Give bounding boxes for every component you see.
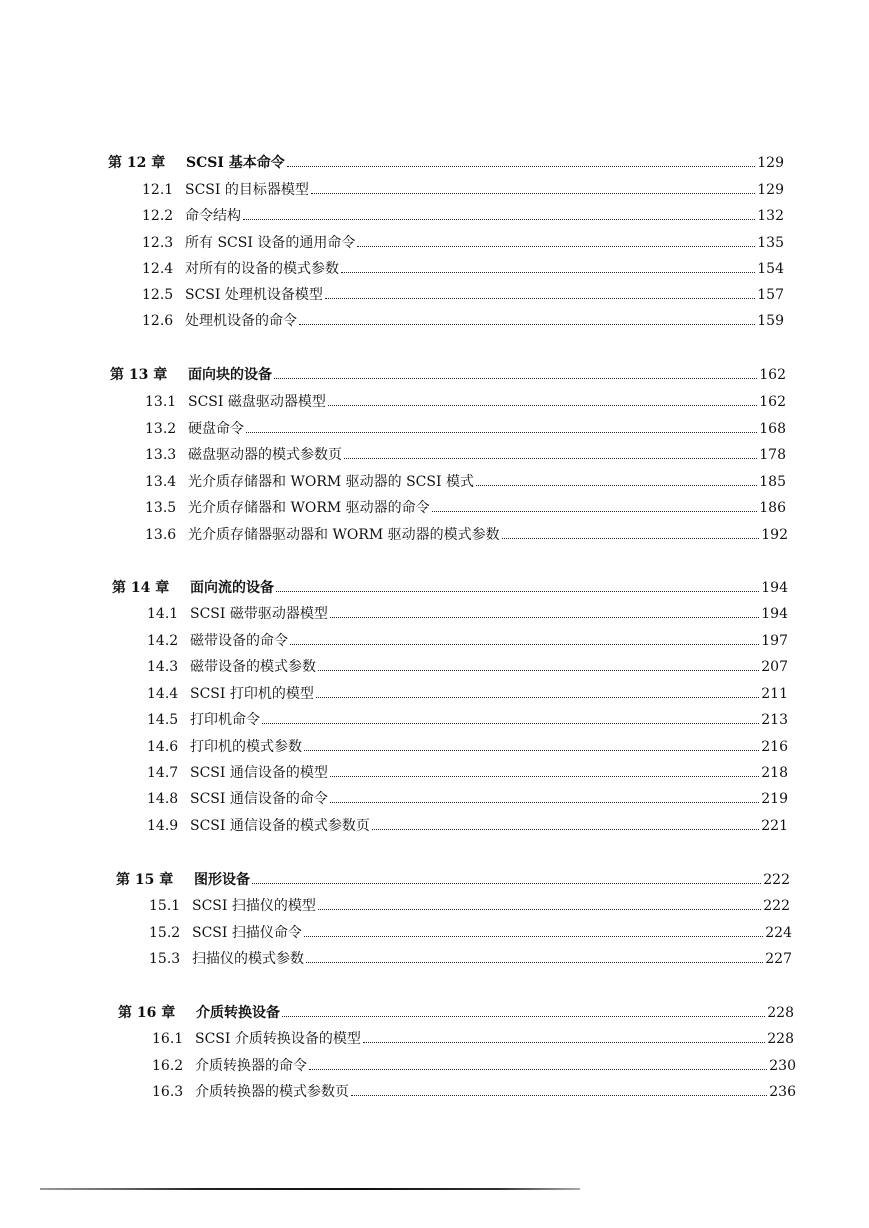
section-13-2-entry (145, 420, 786, 438)
page-number: 194 (761, 580, 788, 596)
section-14-5-entry (147, 711, 788, 729)
dot-leader (325, 297, 755, 299)
section-title: SCSI 通信设备的模式参数页 (190, 818, 370, 834)
section-title: 光介质存储器和 WORM 驱动器的 SCSI 模式 (188, 474, 474, 490)
section-13-6-entry (145, 526, 788, 544)
section-title: SCSI 扫描仪命令 (192, 925, 302, 941)
section-number: 13.4 (145, 474, 177, 490)
section-title: 命令结构 (185, 208, 241, 224)
page-number: 211 (761, 686, 788, 702)
section-title: 处理机设备的命令 (185, 313, 297, 329)
section-14-3-entry (147, 658, 788, 676)
page-number: 230 (769, 1058, 796, 1074)
section-number: 14.7 (147, 765, 179, 781)
section-12-2-entry (142, 207, 784, 225)
section-15-3-entry (149, 950, 792, 968)
chapter-title: 图形设备 (194, 872, 250, 888)
dot-leader (276, 590, 759, 592)
page-number: 162 (759, 394, 786, 410)
section-14-9-entry (147, 817, 788, 835)
page-number: 154 (757, 261, 784, 277)
page-number: 221 (761, 818, 788, 834)
page-number: 135 (757, 235, 784, 251)
section-12-5-entry (142, 286, 784, 304)
section-title: 打印机的模式参数 (190, 739, 302, 755)
chapter-14-entry (112, 579, 788, 597)
section-title: 介质转换器的模式参数页 (195, 1084, 349, 1100)
chapter-title: SCSI 基本命令 (186, 155, 285, 171)
section-number: 12.5 (142, 287, 174, 303)
section-16-1-entry (152, 1030, 794, 1048)
dot-leader (351, 1094, 767, 1096)
section-title: SCSI 通信设备的模型 (190, 765, 328, 781)
page-number: 207 (761, 659, 788, 675)
section-title: 对所有的设备的模式参数 (185, 261, 339, 277)
chapter-16-entry (118, 1004, 794, 1022)
section-number: 12.3 (142, 235, 174, 251)
section-title: 介质转换器的命令 (195, 1058, 307, 1074)
section-title: SCSI 磁带驱动器模型 (190, 606, 328, 622)
section-number: 13.2 (145, 421, 177, 437)
section-number: 14.2 (147, 633, 179, 649)
page-number: 236 (769, 1084, 796, 1100)
dot-leader (341, 271, 755, 273)
section-number: 14.5 (147, 712, 179, 728)
section-title: 磁带设备的模式参数 (190, 659, 316, 675)
section-16-2-entry (152, 1057, 796, 1075)
page-number: 219 (761, 791, 788, 807)
page-number: 213 (761, 712, 788, 728)
section-title: 光介质存储器和 WORM 驱动器的命令 (188, 500, 430, 516)
section-number: 16.2 (152, 1058, 184, 1074)
section-title: 磁带设备的命令 (190, 633, 288, 649)
dot-leader (262, 722, 759, 724)
page-number: 222 (763, 898, 790, 914)
section-number: 12.1 (142, 182, 174, 198)
section-14-8-entry (147, 790, 788, 808)
section-title: SCSI 扫描仪的模型 (192, 898, 316, 914)
dot-leader (306, 961, 763, 963)
dot-leader (344, 457, 757, 459)
section-title: SCSI 磁盘驱动器模型 (188, 394, 326, 410)
section-13-5-entry (145, 499, 786, 517)
section-title: 磁盘驱动器的模式参数页 (188, 447, 342, 463)
section-number: 14.1 (147, 606, 179, 622)
chapter-number: 第 13 章 (110, 367, 168, 383)
page-number: 222 (763, 872, 790, 888)
dot-leader (304, 749, 759, 751)
section-13-1-entry (145, 393, 786, 411)
page-number: 159 (757, 313, 784, 329)
dot-leader (304, 935, 763, 937)
section-number: 12.6 (142, 313, 174, 329)
page-number: 192 (761, 527, 788, 543)
page-number: 228 (767, 1005, 794, 1021)
section-14-4-entry (147, 685, 788, 703)
page-number: 224 (765, 925, 792, 941)
page-number: 129 (757, 155, 784, 171)
section-number: 14.3 (147, 659, 179, 675)
chapter-number: 第 15 章 (116, 872, 174, 888)
section-14-6-entry (147, 738, 788, 756)
chapter-number: 第 16 章 (118, 1005, 176, 1021)
section-number: 14.8 (147, 791, 179, 807)
section-number: 16.1 (152, 1031, 184, 1047)
section-title: SCSI 介质转换设备的模型 (195, 1031, 361, 1047)
page-number: 168 (759, 421, 786, 437)
section-12-4-entry (142, 260, 784, 278)
section-title: SCSI 的目标器模型 (185, 182, 309, 198)
dot-leader (246, 431, 757, 433)
section-12-6-entry (142, 312, 784, 330)
section-number: 12.4 (142, 261, 174, 277)
section-number: 14.6 (147, 739, 179, 755)
section-14-7-entry (147, 764, 788, 782)
section-16-3-entry (152, 1083, 796, 1101)
section-number: 15.1 (149, 898, 181, 914)
section-number: 13.5 (145, 500, 177, 516)
dot-leader (282, 1015, 765, 1017)
section-15-2-entry (149, 924, 792, 942)
dot-leader (330, 775, 759, 777)
bottom-rule-line (40, 1188, 580, 1190)
page-number: 228 (767, 1031, 794, 1047)
dot-leader (243, 218, 755, 220)
dot-leader (357, 245, 755, 247)
section-12-1-entry (142, 181, 784, 199)
section-14-2-entry (147, 632, 788, 650)
chapter-15-entry (116, 871, 790, 889)
dot-leader (432, 510, 758, 512)
dot-leader (502, 537, 760, 539)
section-14-1-entry (147, 605, 788, 623)
chapter-title: 面向块的设备 (188, 367, 272, 383)
dot-leader (252, 882, 761, 884)
dot-leader (318, 908, 761, 910)
page-number: 216 (761, 739, 788, 755)
dot-leader (330, 801, 759, 803)
chapter-title: 介质转换设备 (196, 1005, 280, 1021)
section-title: SCSI 处理机设备模型 (185, 287, 323, 303)
chapter-13-entry (110, 366, 786, 384)
section-number: 14.4 (147, 686, 179, 702)
section-number: 12.2 (142, 208, 174, 224)
section-number: 13.6 (145, 527, 177, 543)
section-number: 16.3 (152, 1084, 184, 1100)
section-title: 打印机命令 (190, 712, 260, 728)
page-number: 227 (765, 951, 792, 967)
section-title: 所有 SCSI 设备的通用命令 (185, 235, 356, 251)
section-number: 13.1 (145, 394, 177, 410)
page-number: 186 (759, 500, 786, 516)
dot-leader (363, 1041, 765, 1043)
dot-leader (318, 669, 759, 671)
dot-leader (372, 828, 759, 830)
section-number: 14.9 (147, 818, 179, 834)
dot-leader (328, 404, 757, 406)
section-number: 15.2 (149, 925, 181, 941)
dot-leader (274, 377, 757, 379)
dot-leader (287, 165, 755, 167)
section-13-4-entry (145, 473, 786, 491)
dot-leader (316, 696, 759, 698)
section-number: 13.3 (145, 447, 177, 463)
chapter-number: 第 14 章 (112, 580, 170, 596)
dot-leader (330, 616, 759, 618)
section-title: SCSI 打印机的模型 (190, 686, 314, 702)
dot-leader (311, 192, 755, 194)
page-number: 132 (757, 208, 784, 224)
dot-leader (476, 484, 757, 486)
dot-leader (299, 323, 755, 325)
section-13-3-entry (145, 446, 786, 464)
page-number: 162 (759, 367, 786, 383)
dot-leader (309, 1068, 767, 1070)
page-number: 194 (761, 606, 788, 622)
chapter-title: 面向流的设备 (190, 580, 274, 596)
section-title: SCSI 通信设备的命令 (190, 791, 328, 807)
page-number: 197 (761, 633, 788, 649)
section-title: 光介质存储器驱动器和 WORM 驱动器的模式参数 (188, 527, 500, 543)
page-number: 178 (759, 447, 786, 463)
page-number: 218 (761, 765, 788, 781)
dot-leader (290, 643, 759, 645)
page-number: 129 (757, 182, 784, 198)
section-title: 扫描仪的模式参数 (192, 951, 304, 967)
section-number: 15.3 (149, 951, 181, 967)
section-title: 硬盘命令 (188, 421, 244, 437)
section-12-3-entry (142, 234, 784, 252)
page-number: 157 (757, 287, 784, 303)
chapter-number: 第 12 章 (108, 155, 166, 171)
chapter-12-entry (108, 154, 784, 172)
page-number: 185 (759, 474, 786, 490)
section-15-1-entry (149, 897, 790, 915)
